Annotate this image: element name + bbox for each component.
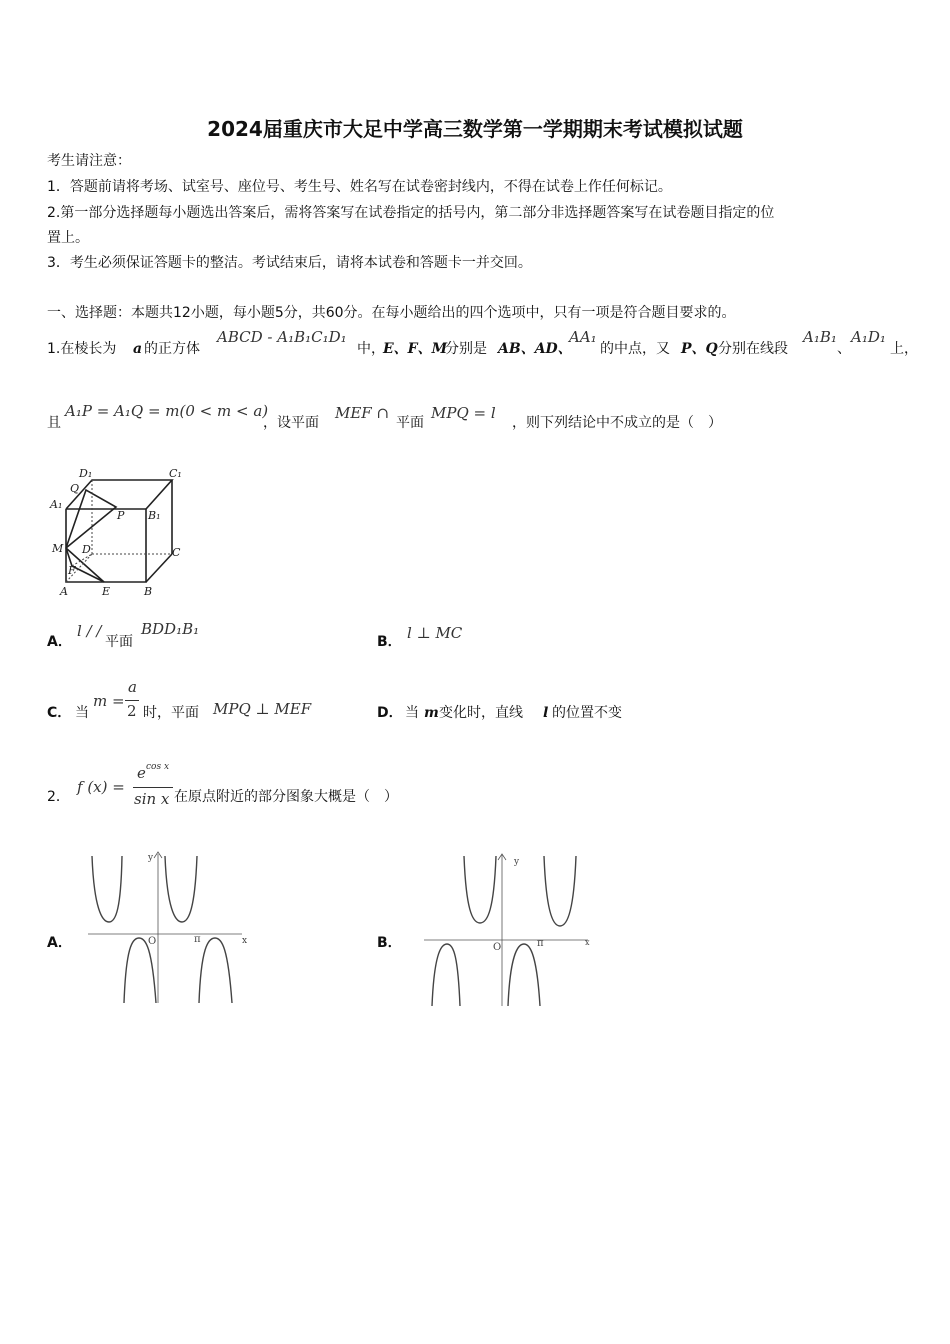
q2-option-b-graph[interactable]	[420, 848, 595, 1010]
q2-option-a-graph[interactable]	[82, 848, 260, 1008]
cube-front-face	[66, 509, 146, 582]
label-q: Q	[70, 482, 80, 495]
y-label: y	[148, 853, 154, 863]
origin-label: O	[493, 942, 502, 953]
x-label: x	[242, 936, 248, 946]
label-d1: D₁	[79, 467, 93, 480]
pi-label: π	[537, 938, 544, 949]
q2-option-b-label[interactable]: B．	[377, 935, 402, 951]
origin-label: O	[148, 936, 157, 947]
label-d: D	[82, 543, 91, 556]
q1-option-a[interactable]: A． l / / 平面 BDD₁B₁	[47, 620, 200, 650]
cube-figure	[48, 462, 188, 602]
y-label: y	[514, 857, 520, 867]
fraction-bar	[125, 700, 139, 701]
label-a1: A₁	[50, 498, 63, 511]
q2-option-a-label[interactable]: A．	[47, 935, 72, 951]
label-e: E	[102, 585, 111, 598]
label-f: F	[68, 564, 76, 577]
page-title: 2024届重庆市大足中学高三数学第一学期期末考试模拟试题	[207, 117, 743, 141]
curve-a-upper-right	[165, 856, 197, 922]
label-c1: C₁	[169, 467, 182, 480]
q1-option-c[interactable]: C． 当 m = a 2 时，平面 MPQ ⊥ MEF	[47, 678, 312, 721]
notice-item: 置上。	[47, 230, 89, 246]
cube-top-edges	[66, 480, 172, 509]
notice-item: 1．答题前请将考场、试室号、座位号、考生号、姓名写在试卷密封线内，不得在试卷上作任何标记。	[47, 179, 672, 195]
curve-b-lower-right	[508, 944, 540, 1006]
question-2-stem: 2． f (x) = e cos x sin x 在原点附近的部分图象大概是（ ）	[47, 762, 398, 808]
question-1-condition: 且 A₁P = A₁Q = m(0 < m < a) ，设平面 MEF ∩ 平面 MPQ = l ，则下列结论中不成立的是（ ）	[47, 402, 722, 431]
fraction-bar	[133, 787, 173, 788]
label-m: M	[52, 542, 64, 555]
notice-heading: 考生请注意：	[47, 153, 131, 169]
curve-a-lower-left	[124, 938, 156, 1003]
curve-a-lower-right	[199, 938, 232, 1003]
q1-option-b[interactable]: B． l ⊥ MC	[377, 624, 463, 650]
label-c: C	[172, 546, 181, 559]
label-b: B	[144, 585, 153, 598]
label-b1: B₁	[148, 509, 161, 522]
q1-option-d[interactable]: D． 当 m 变化时，直线 l 的位置不变	[377, 705, 622, 721]
notice-item: 2.第一部分选择题每小题选出答案后，需将答案写在试卷指定的括号内，第二部分非选择题答案写在试卷题目指定的位	[47, 205, 775, 221]
curve-b-upper-right	[544, 856, 576, 926]
label-p: P	[117, 509, 125, 522]
curve-a-upper-left	[92, 856, 122, 922]
notice-item: 3．考生必须保证答题卡的整洁。考试结束后，请将本试卷和答题卡一并交回。	[47, 255, 532, 271]
cube-edge-bc	[146, 554, 172, 582]
curve-b-upper-left	[464, 856, 496, 923]
curve-b-lower-left	[432, 944, 460, 1006]
plane-mpq	[66, 490, 116, 548]
question-1-stem: 1.在棱长为 a 的正方体 ABCD - A₁B₁C₁D₁ 中， E、F、M 分别是 AB、AD、 AA₁ 的中点，又 P、Q 分别在线段 A₁B₁ 、 A₁D₁ 上，	[47, 328, 918, 357]
math-cube: ABCD - A₁B₁C₁D₁	[217, 328, 347, 346]
section-heading: 一、选择题：本题共12小题，每小题5分，共60分。在每小题给出的四个选项中，只有一项是符合题目要求的。	[47, 305, 736, 321]
pi-label: π	[194, 934, 201, 945]
x-label: x	[585, 938, 590, 947]
label-a: A	[60, 585, 68, 598]
